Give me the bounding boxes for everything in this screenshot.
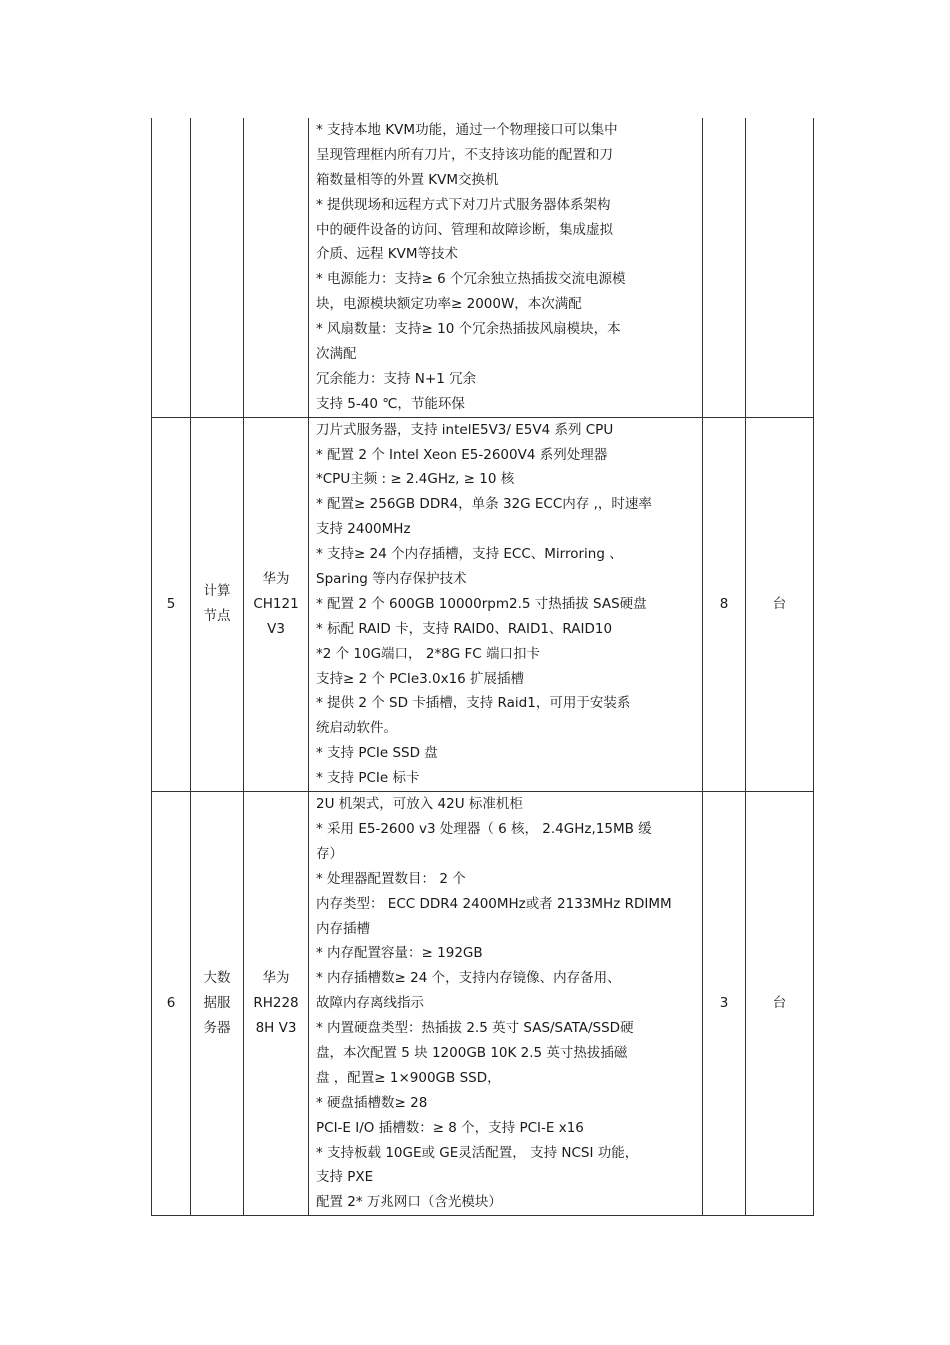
table-row xyxy=(152,792,814,1216)
spec-line: PCI-E I/O 插槽数：≥ 8 个，支持 PCI-E x16 xyxy=(316,1119,584,1136)
spec-line: 盘 ，配置≥ 1×900GB SSD， xyxy=(316,1069,501,1086)
quantity-cell: 3 xyxy=(703,792,746,1216)
spec-line: 刀片式服务器，支持 intelE5V3/ E5V4 系列 CPU xyxy=(316,421,614,438)
spec-line: 故障内存离线指示 xyxy=(316,995,424,1012)
model-line: 华为 xyxy=(262,970,290,987)
spec-line: * 支持本地 KVM功能，通过一个物理接口可以集中 xyxy=(316,122,618,138)
spec-line: * 配置 2 个 600GB 10000rpm2.5 寸热插拔 SAS硬盘 xyxy=(316,595,647,612)
spec-line: *2 个 10G端口， 2*8G FC 端口扣卡 xyxy=(316,645,541,662)
item-name-line: 务器 xyxy=(203,1020,231,1037)
spec-line: * 内存插槽数≥ 24 个，支持内存镜像、内存备用、 xyxy=(316,970,621,987)
model-cell xyxy=(244,792,309,1216)
spec-line: * 配置≥ 256GB DDR4，单条 32G ECC内存 ,，时速率 xyxy=(316,496,652,513)
spec-line: 配置 2* 万兆网口（含光模块） xyxy=(316,1194,502,1211)
spec-line: * 硬盘插槽数≥ 28 xyxy=(316,1094,428,1111)
spec-cell xyxy=(309,417,703,791)
unit-cell: 台 xyxy=(746,417,814,791)
model-line: CH121 xyxy=(253,595,299,612)
row-number-cell: 6 xyxy=(152,792,191,1216)
spec-line: *CPU主频 : ≥ 2.4GHz, ≥ 10 核 xyxy=(316,471,515,488)
row-number-cell xyxy=(152,118,191,417)
spec-line: 冗余能力：支持 N+1 冗余 xyxy=(316,370,477,387)
model-cell xyxy=(244,118,309,417)
spec-line: * 支持≥ 24 个内存插槽，支持 ECC、Mirroring 、 xyxy=(316,546,623,563)
spec-cell xyxy=(309,792,703,1216)
spec-line: * 提供现场和远程方式下对刀片式服务器体系架构 xyxy=(316,196,611,213)
spec-line: * 标配 RAID 卡，支持 RAID0、RAID1、RAID10 xyxy=(316,620,613,637)
spec-line: 块，电源模块额定功率≥ 2000W，本次满配 xyxy=(316,296,582,313)
spec-line: * 支持 PCIe SSD 盘 xyxy=(316,745,438,762)
quantity-cell xyxy=(703,118,746,417)
model-line: 华为 xyxy=(262,571,290,588)
spec-line: 支持 2400MHz xyxy=(316,521,411,538)
model-line: V3 xyxy=(267,620,285,637)
item-name-cell xyxy=(191,118,244,417)
spec-line: 内存类型： ECC DDR4 2400MHz或者 2133MHz RDIMM xyxy=(316,895,672,912)
item-name-line: 节点 xyxy=(203,608,231,625)
spec-line: 次满配 xyxy=(316,346,357,363)
spec-line: 支持 PXE xyxy=(316,1169,374,1186)
spec-cell xyxy=(309,118,703,417)
unit-cell: 台 xyxy=(746,792,814,1216)
spec-line: * 支持板载 10GE或 GE灵活配置， 支持 NCSI 功能， xyxy=(316,1144,639,1161)
spec-line: 支持≥ 2 个 PCIe3.0x16 扩展插槽 xyxy=(316,670,525,687)
item-name-cell xyxy=(191,417,244,791)
row-number-cell: 5 xyxy=(152,417,191,791)
spec-line: 盘，本次配置 5 块 1200GB 10K 2.5 英寸热拔插磁 xyxy=(316,1044,628,1061)
spec-line: 统启动软件。 xyxy=(316,720,397,737)
spec-line: 介质、远程 KVM等技术 xyxy=(316,246,459,263)
quantity-cell: 8 xyxy=(703,417,746,791)
spec-line: 箱数量相等的外置 KVM交换机 xyxy=(316,171,499,188)
table-row xyxy=(152,417,814,791)
spec-line: 存） xyxy=(316,845,343,862)
spec-line: * 电源能力：支持≥ 6 个冗余独立热插拔交流电源模 xyxy=(316,271,626,288)
model-line: RH228 xyxy=(253,995,299,1012)
spec-line: 2U 机架式，可放入 42U 标准机柜 xyxy=(316,796,523,813)
spec-line: Sparing 等内存保护技术 xyxy=(316,571,467,588)
spec-line: * 风扇数量：支持≥ 10 个冗余热插拔风扇模块，本 xyxy=(316,321,621,338)
spec-table xyxy=(151,118,814,1216)
model-cell xyxy=(244,417,309,791)
spec-line: * 支持 PCIe 标卡 xyxy=(316,770,420,787)
spec-line: 内存插槽 xyxy=(316,920,370,937)
spec-line: * 处理器配置数目： 2 个 xyxy=(316,870,466,887)
item-name-line: 大数 xyxy=(203,970,231,987)
item-name-line: 据服 xyxy=(203,995,231,1012)
spec-line: * 内置硬盘类型：热插拔 2.5 英寸 SAS/SATA/SSD硬 xyxy=(316,1020,634,1037)
spec-line: 中的硬件设备的访问、管理和故障诊断，集成虚拟 xyxy=(316,221,613,238)
unit-cell xyxy=(746,118,814,417)
spec-line: * 配置 2 个 Intel Xeon E5-2600V4 系列处理器 xyxy=(316,446,608,463)
model-line: 8H V3 xyxy=(255,1020,297,1037)
table-row xyxy=(152,118,814,417)
item-name-line: 计算 xyxy=(203,583,231,600)
spec-line: * 提供 2 个 SD 卡插槽，支持 Raid1，可用于安装系 xyxy=(316,695,631,712)
item-name-cell xyxy=(191,792,244,1216)
spec-line: 支持 5-40 ℃，节能环保 xyxy=(316,395,465,412)
spec-line: * 采用 E5-2600 v3 处理器（ 6 核， 2.4GHz,15MB 缓 xyxy=(316,820,652,837)
spec-line: * 内存配置容量：≥ 192GB xyxy=(316,945,483,962)
spec-line: 呈现管理框内所有刀片，不支持该功能的配置和刀 xyxy=(316,146,613,163)
